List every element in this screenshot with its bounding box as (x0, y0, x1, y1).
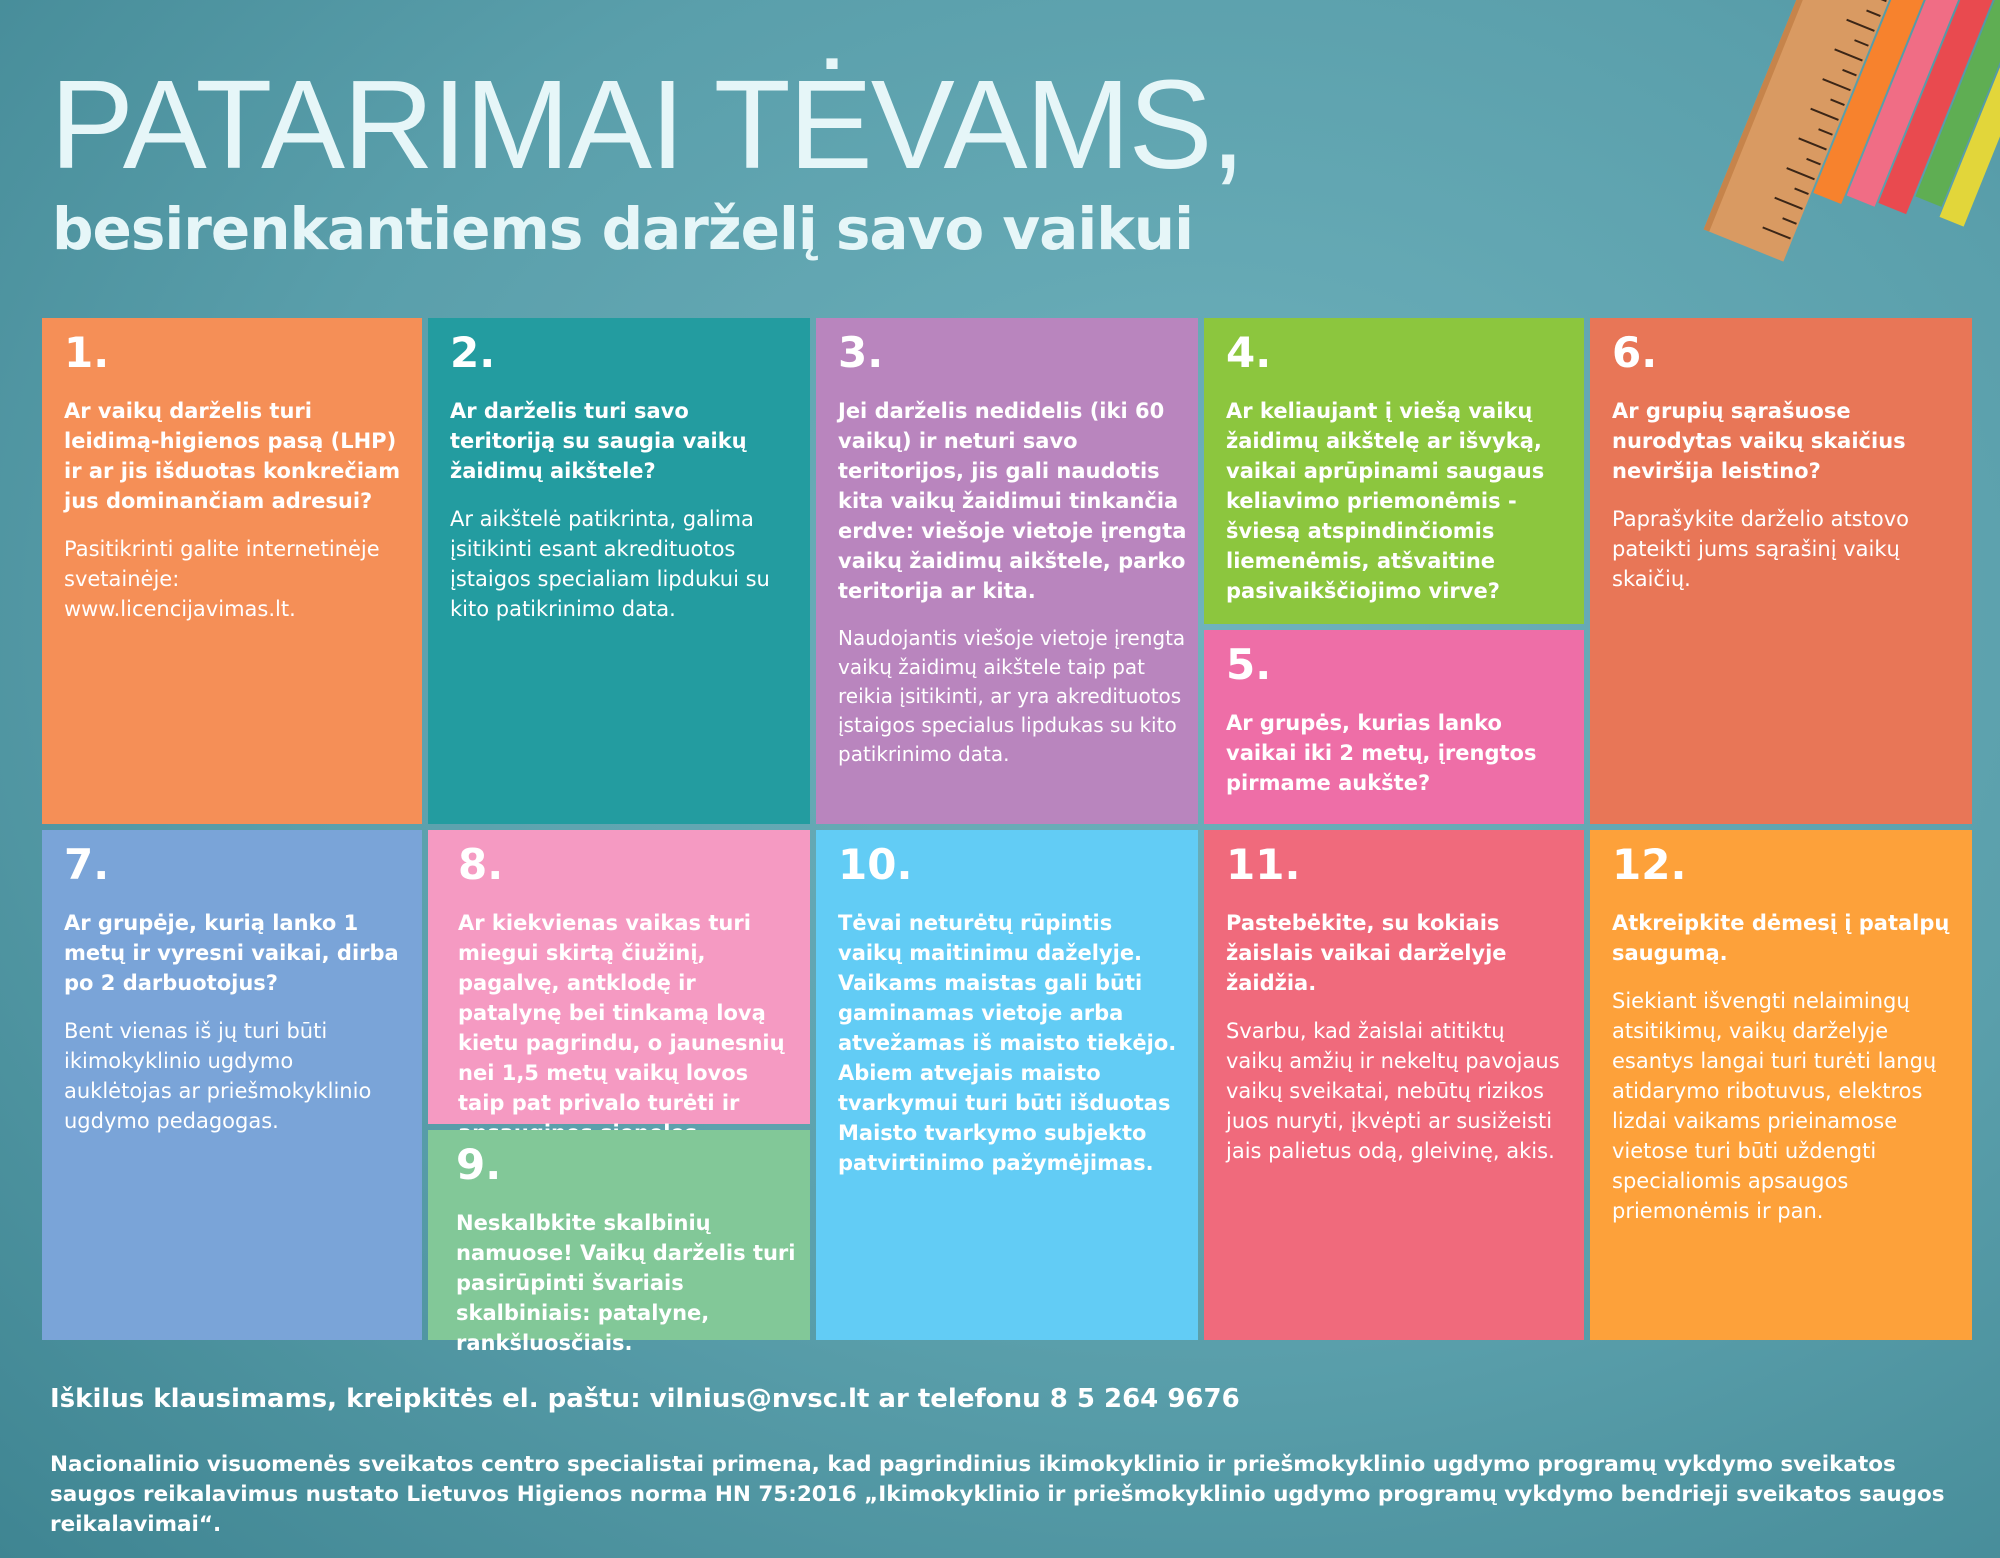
tip-tile-10 (816, 830, 1198, 1340)
tip-text: Svarbu, kad žaislai atitiktų vaikų amžių ir nekeltų pavojaus vaikų sveikatai, nebūtų rizikos juos nuryti, įkvėpti ar susižeisti jais palietus odą, gleivinę, akis. (1226, 1019, 1560, 1163)
tip-tile-7 (42, 830, 422, 1340)
tip-number: 8. (458, 840, 504, 889)
tip-question: Neskalbkite skalbinių namuose! Vaikų darželis turi pasirūpinti švariais skalbiniais: patalyne, rankšluosčiais. (456, 1211, 796, 1355)
footer-note: Nacionalinio visuomenės sveikatos centro specialistai primena, kad pagrindinius ikimokyklinio ir priešmokyklinio ugdymo programų vykdymo sveikatos saugos reikalavimus nustato Lietuvos Higienos norma HN 75:2016 „Ikimokyklinio ir priešmokyklinio ugdymo programų vykdymo bendrieji sveikatos saugos reikalavimai“. (50, 1452, 1945, 1537)
tip-question: Ar vaikų darželis turi leidimą-higienos pasą (LHP) ir ar jis išduotas konkrečiam jus dominančiam adresui? (64, 399, 401, 513)
tip-tile-4 (1204, 318, 1584, 624)
tip-text: Ar aikštelė patikrinta, galima įsitikinti esant akredituotos įstaigos specialiam lipdukui su kito patikrinimo data. (450, 507, 770, 621)
tip-question: Pastebėkite, su kokiais žaislais vaikai darželyje žaidžia. (1226, 911, 1507, 995)
tip-tile-12 (1590, 830, 1972, 1340)
tip-question: Tėvai neturėtų rūpintis vaikų maitinimu daželyje. Vaikams maistas gali būti gaminamas vietoje arba atvežamas iš maisto tiekėjo. Abiem atvejais maisto tvarkymui turi būti išduotas Maisto tvarkymo subjekto patvirtinimo pažymėjimas. (838, 911, 1177, 1175)
page-subtitle: besirenkantiems darželį savo vaikui (52, 195, 1193, 263)
tip-text: Siekiant išvengti nelaimingų atsitikimų, vaikų darželyje esantys langai turi turėti langų atidarymo ribotuvus, elektros lizdai vaikams prieinamose vietose turi būti uždengti specialiomis apsaugos priemonėmis ir pan. (1612, 989, 1937, 1223)
tip-text: Pasitikrinti galite internetinėje svetainėje: www.licencijavimas.lt. (64, 537, 380, 621)
tip-question: Ar darželis turi savo teritoriją su saugia vaikų žaidimų aikštele? (450, 399, 747, 483)
tip-tile-8 (428, 830, 810, 1124)
tip-number: 10. (838, 840, 913, 889)
page-title: PATARIMAI TĖVAMS, (50, 54, 1244, 195)
tip-question: Ar grupių sąrašuose nurodytas vaikų skaičius neviršija leistino? (1612, 399, 1906, 483)
tip-text: Naudojantis viešoje vietoje įrengta vaikų žaidimų aikštele taip pat reikia įsitikinti, ar yra akredituotos įstaigos specialus lipdukas su kito patikrinimo data. (838, 626, 1186, 766)
tip-tile-11 (1204, 830, 1584, 1340)
tip-tile-9 (428, 1130, 810, 1355)
tip-number: 3. (838, 328, 884, 377)
tip-number: 1. (64, 328, 110, 377)
tip-tile-6 (1590, 318, 1972, 824)
tip-question: Ar kiekvienas vaikas turi miegui skirtą čiužinį, pagalvę, antklodę ir patalynę bei tinkamą lovą kietu pagrindu, o jaunesnių nei 1,5 metų vaikų lovos taip pat privalo turėti ir (458, 911, 785, 1115)
tip-question: Atkreipkite dėmesį į patalpų saugumą. (1612, 911, 1950, 965)
tip-tile-1 (42, 318, 422, 824)
tip-tile-5 (1204, 630, 1584, 824)
tip-tile-2 (428, 318, 810, 824)
tip-tile-3 (816, 318, 1198, 824)
tip-question: Ar keliaujant į viešą vaikų žaidimų aikštelę ar išvyką, vaikai aprūpinami saugaus keliavimo priemonėmis - šviesą atspindinčiomis liemenėmis, atšvaitine pasivaikščiojimo virve? (1226, 399, 1545, 603)
tip-number: 4. (1226, 328, 1272, 377)
tip-number: 9. (456, 1140, 502, 1189)
tip-number: 6. (1612, 328, 1658, 377)
tip-question: Ar grupėje, kurią lanko 1 metų ir vyresni vaikai, dirba po 2 darbuotojus? (64, 911, 399, 995)
tip-text: Paprašykite darželio atstovo pateikti jums sąrašinį vaikų skaičių. (1612, 507, 1909, 591)
tip-text: Bent vienas iš jų turi būti ikimokyklinio ugdymo auklėtojas ar priešmokyklinio ugdymo pedagogas. (64, 1019, 372, 1133)
tip-number: 5. (1226, 640, 1272, 689)
tip-number: 7. (64, 840, 110, 889)
contact-info: Iškilus klausimams, kreipkitės el. paštu: vilnius@nvsc.lt ar telefonu 8 5 264 9676 (50, 1384, 1240, 1414)
tip-number: 2. (450, 328, 496, 377)
tip-number: 11. (1226, 840, 1301, 889)
tip-question: Jei darželis nedidelis (iki 60 vaikų) ir neturi savo teritorijos, jis gali naudotis kita vaikų žaidimui tinkančia erdve: viešoje vietoje įrengta vaikų žaidimų aikštele, parko teritorija ar kita. (838, 399, 1187, 603)
tip-question: Ar grupės, kurias lanko vaikai iki 2 metų, įrengtos pirmame aukšte? (1226, 711, 1537, 795)
tip-number: 12. (1612, 840, 1687, 889)
ruler-and-pencils-illustration (1610, 0, 2000, 300)
